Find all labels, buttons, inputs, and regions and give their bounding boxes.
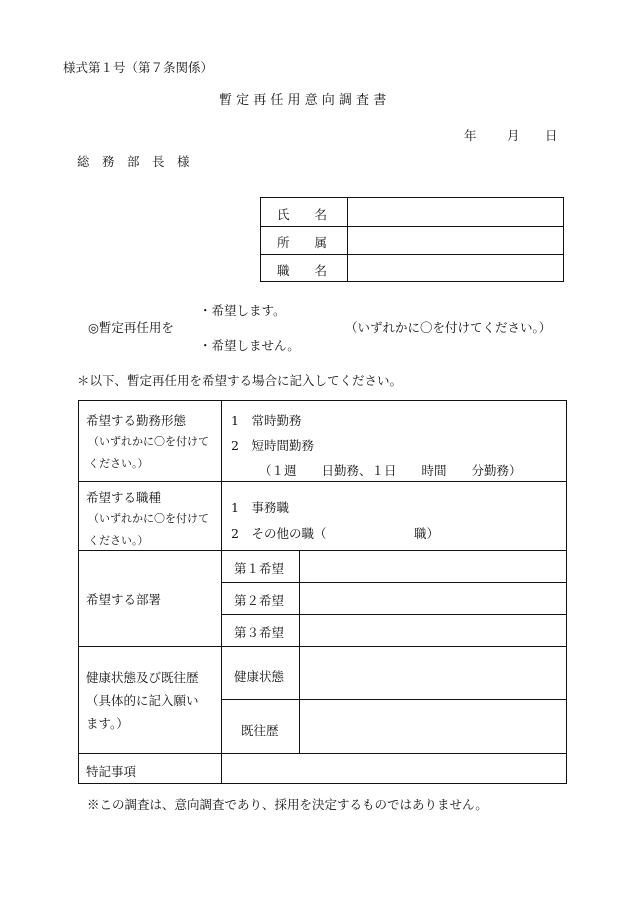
remarks-label: 特記事項: [86, 764, 137, 779]
job-type-hint-2: ください。）: [88, 534, 149, 547]
remarks-field[interactable]: [224, 756, 564, 782]
date-day: 日: [545, 128, 558, 143]
applicant-table: [260, 197, 564, 282]
job-type-hint-1: （いずれかに〇を付けて: [88, 512, 209, 525]
health-status-field[interactable]: [301, 649, 563, 697]
job-type-option-other[interactable]: 2 その他の職（ 職）: [231, 526, 439, 541]
work-style-label: 希望する勤務形態: [86, 413, 187, 428]
health-label-2: （具体的に記入願い: [86, 693, 199, 708]
work-style-hint-2: ください。）: [88, 457, 149, 470]
department-choice-1-field[interactable]: [301, 552, 563, 580]
intent-instruction: （いずれかに〇を付けてください。）: [345, 320, 552, 335]
affiliation-label: 所 属: [277, 235, 328, 250]
intent-yes-option[interactable]: ・希望します。: [199, 303, 286, 318]
department-choice-3-field[interactable]: [301, 616, 563, 644]
name-field[interactable]: [351, 200, 561, 224]
medical-history-field[interactable]: [301, 702, 563, 751]
name-label: 氏 名: [277, 207, 328, 222]
addressee: 総 務 部 長 様: [77, 154, 190, 169]
form-id: 様式第１号（第７条関係）: [63, 60, 214, 75]
intent-no-option[interactable]: ・希望しません。: [199, 338, 300, 353]
health-status-label: 健康状態: [234, 669, 285, 684]
department-choice-3-label: 第３希望: [234, 625, 285, 640]
health-label-3: ます。）: [86, 716, 129, 731]
department-choice-2-label: 第２希望: [234, 593, 285, 608]
work-style-option-full[interactable]: 1 常時勤務: [231, 413, 302, 428]
job-type-label: 希望する職種: [86, 490, 162, 505]
job-type-option-office[interactable]: 1 事務職: [231, 500, 289, 515]
job-title-label: 職 名: [277, 263, 328, 278]
medical-history-label: 既往歴: [241, 723, 279, 738]
intent-prefix: ◎暫定再任用を: [88, 320, 174, 335]
date-month: 月: [507, 128, 520, 143]
main-table: [78, 400, 567, 784]
work-style-short-detail: （１週 日勤務、１日 時間 分勤務）: [259, 463, 522, 478]
affiliation-field[interactable]: [351, 228, 561, 252]
department-choice-2-field[interactable]: [301, 584, 563, 612]
work-style-option-short[interactable]: 2 短時間勤務: [231, 438, 314, 453]
department-choice-1-label: 第１希望: [234, 561, 285, 576]
department-label: 希望する部署: [86, 592, 162, 607]
work-style-hint-1: （いずれかに〇を付けて: [88, 435, 209, 448]
job-title-field[interactable]: [351, 256, 561, 280]
page-title: 暫 定 再 任 用 意 向 調 査 書: [219, 93, 387, 108]
footer-note: ※この調査は、意向調査であり、採用を決定するものではありません。: [87, 797, 488, 812]
health-label-1: 健康状態及び既往歴: [86, 670, 199, 685]
date-year: 年: [464, 128, 477, 143]
note-intro: ＊以下、暫定再任用を希望する場合に記入してください。: [77, 373, 403, 388]
